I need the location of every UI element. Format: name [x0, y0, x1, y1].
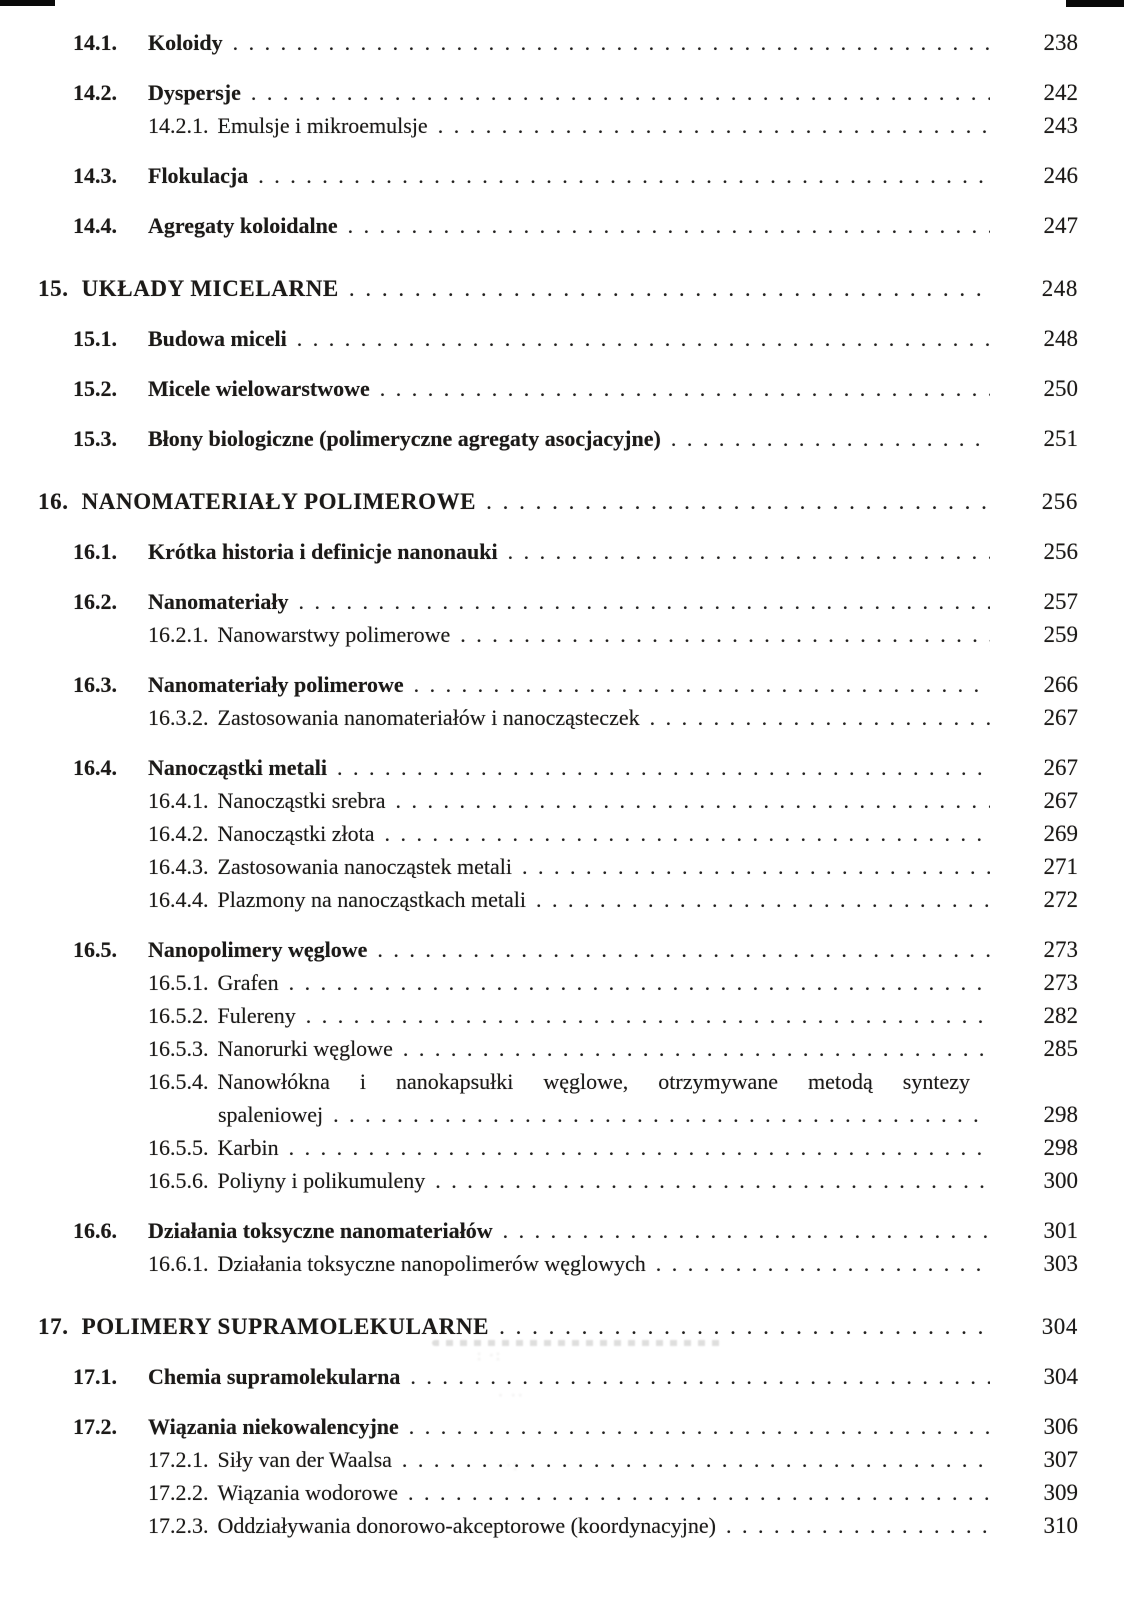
- dot-leader: [499, 1310, 990, 1343]
- toc-entry-page: 271: [1043, 854, 1078, 879]
- dot-leader: [395, 784, 990, 817]
- toc-entry-title-continuation: spaleniowej: [218, 1102, 324, 1127]
- toc-entry-page: 298: [1043, 1102, 1078, 1127]
- toc-entry-number: 16.5.1.: [148, 970, 209, 995]
- toc-entry-number: 16.4.: [73, 755, 117, 780]
- dot-leader: [348, 209, 990, 242]
- toc-entry: [0, 751, 1078, 784]
- toc-entry: [0, 1065, 1078, 1098]
- toc-entry-number: 17.2.2.: [148, 1480, 209, 1505]
- toc-entry-title: Nanomateriały polimerowe: [148, 672, 404, 697]
- toc-entry-title: Nanocząstki srebra: [217, 788, 386, 813]
- toc-entry-number: 16.4.3.: [148, 854, 209, 879]
- toc-entry-number: 14.2.1.: [148, 113, 209, 138]
- toc-entry-number: 17.2.1.: [148, 1447, 209, 1472]
- toc-entry: [0, 1032, 1078, 1065]
- toc-entry: [0, 1214, 1078, 1247]
- dot-leader: [410, 1360, 990, 1393]
- toc-entry-title: Siły van der Waalsa: [217, 1447, 392, 1472]
- toc-entry-page: 246: [1043, 163, 1078, 188]
- toc-entry-number: 14.2.: [73, 80, 117, 105]
- dot-leader: [522, 850, 990, 883]
- toc-entry-number: 16.1.: [73, 539, 117, 564]
- toc-entry-number: 15.: [38, 276, 69, 301]
- dot-leader: [306, 999, 990, 1032]
- toc-entry: [0, 1509, 1078, 1542]
- toc-entry-title: Poliyny i polikumuleny: [217, 1168, 426, 1193]
- toc-entry-title: Emulsje i mikroemulsje: [217, 113, 428, 138]
- toc-entry: [0, 76, 1078, 109]
- toc-entry-page: 248: [1043, 326, 1078, 351]
- toc-entry-number: 17.1.: [73, 1364, 117, 1389]
- toc-entry-page: 251: [1043, 426, 1078, 451]
- toc-entry: [0, 817, 1078, 850]
- toc-entry-title: Błony biologiczne (polimeryczne agregaty asocjacyjne): [148, 426, 661, 451]
- toc-entry-page: 266: [1043, 672, 1078, 697]
- toc-entry-page: 267: [1043, 705, 1078, 730]
- dot-leader: [726, 1509, 990, 1542]
- dot-leader: [508, 535, 990, 568]
- toc-entry-number: 16.2.1.: [148, 622, 209, 647]
- scan-smudge: : ·:: [477, 1348, 503, 1364]
- toc-entry-page: 256: [1041, 489, 1078, 514]
- toc-entry-title: Koloidy: [148, 30, 223, 55]
- toc-entry-title: UKŁADY MICELARNE: [81, 276, 339, 301]
- toc-entry: [0, 883, 1078, 916]
- toc-entry-page: 267: [1043, 788, 1078, 813]
- toc-entry-title: Wiązania niekowalencyjne: [148, 1414, 399, 1439]
- toc-entry: [0, 1310, 1078, 1343]
- toc-entry-title: Nanowarstwy polimerowe: [217, 622, 451, 647]
- toc-entry-number: 16.6.: [73, 1218, 117, 1243]
- toc-entry-page: 309: [1043, 1480, 1078, 1505]
- toc-entry-number: 14.4.: [73, 213, 117, 238]
- toc-entry-title: Działania toksyczne nanomateriałów: [148, 1218, 493, 1243]
- dot-leader: [409, 1410, 990, 1443]
- toc-entry-title: Micele wielowarstwowe: [148, 376, 370, 401]
- toc-entry-page: 282: [1043, 1003, 1078, 1028]
- toc-entry: [0, 966, 1078, 999]
- dot-leader: [233, 26, 990, 59]
- dot-leader: [337, 751, 990, 784]
- toc-entry-page: 257: [1043, 589, 1078, 614]
- toc-entry-title: Fulereny: [217, 1003, 296, 1028]
- dot-leader: [435, 1164, 990, 1197]
- toc-entry-title: Flokulacja: [148, 163, 249, 188]
- toc-entry-title: Agregaty koloidalne: [148, 213, 338, 238]
- dot-leader: [333, 1098, 990, 1131]
- scan-smudge: · ··: [498, 1388, 525, 1404]
- toc-entry: [0, 1443, 1078, 1476]
- dot-leader: [414, 668, 990, 701]
- toc-entry-number: 17.2.3.: [148, 1513, 209, 1538]
- toc-entry-title: Grafen: [217, 970, 279, 995]
- toc-entry: [0, 1247, 1078, 1280]
- dot-leader: [349, 272, 990, 305]
- toc-entry-page: 273: [1043, 937, 1078, 962]
- dot-leader: [297, 322, 990, 355]
- toc-entry: [0, 1131, 1078, 1164]
- toc-entry-number: 16.5.2.: [148, 1003, 209, 1028]
- toc-entry-page: 272: [1043, 887, 1078, 912]
- toc-entry-number: 16.2.: [73, 589, 117, 614]
- toc-entry: [0, 585, 1078, 618]
- dot-leader: [650, 701, 990, 734]
- toc-entry-number: 16.4.2.: [148, 821, 209, 846]
- toc-entry-page: 304: [1043, 1364, 1078, 1389]
- toc-entry-number: 16.: [38, 489, 69, 514]
- toc-entry-number: 15.2.: [73, 376, 117, 401]
- toc-entry-page: 285: [1043, 1036, 1078, 1061]
- toc-entry: [0, 1360, 1078, 1393]
- toc-entry-title: Dyspersje: [148, 80, 241, 105]
- toc-entry-page: 256: [1043, 539, 1078, 564]
- toc-entry: [0, 535, 1078, 568]
- toc-entry-title: Nanowłókna i nanokapsułki węglowe, otrzymywane metodą syntezy: [217, 1069, 970, 1094]
- toc-entry-continuation: [0, 1098, 1078, 1131]
- toc-entry-title: Karbin: [217, 1135, 279, 1160]
- toc-entry-title: Zastosowania nanocząstek metali: [217, 854, 512, 879]
- dot-leader: [656, 1247, 990, 1280]
- toc-entry-title: NANOMATERIAŁY POLIMEROWE: [81, 489, 477, 514]
- toc-entry: [0, 933, 1078, 966]
- toc-entry: [0, 784, 1078, 817]
- toc-entry-page: 304: [1041, 1314, 1078, 1339]
- toc-entry-title: Plazmony na nanocząstkach metali: [217, 887, 526, 912]
- toc-entry-page: 310: [1043, 1513, 1078, 1538]
- toc-entry-page: 300: [1043, 1168, 1078, 1193]
- toc-entry-page: 250: [1043, 376, 1078, 401]
- dot-leader: [503, 1214, 990, 1247]
- toc-entry-page: 259: [1043, 622, 1078, 647]
- toc-entry: [0, 322, 1078, 355]
- toc-entry-title: Oddziaływania donorowo-akceptorowe (koordynacyjne): [217, 1513, 716, 1538]
- toc-entry: [0, 1410, 1078, 1443]
- toc-entry-number: 14.1.: [73, 30, 117, 55]
- toc-entry-page: 298: [1043, 1135, 1078, 1160]
- toc-entry: [0, 272, 1078, 305]
- toc-entry-number: 16.4.1.: [148, 788, 209, 813]
- toc-entry-title: Wiązania wodorowe: [217, 1480, 399, 1505]
- toc-entry: [0, 1476, 1078, 1509]
- toc-entry-number: 16.5.3.: [148, 1036, 209, 1061]
- toc-entry-page: 242: [1043, 80, 1078, 105]
- dot-leader: [402, 1443, 990, 1476]
- toc-entry-title: Krótka historia i definicje nanonauki: [148, 539, 498, 564]
- toc-entry-title: Nanorurki węglowe: [217, 1036, 393, 1061]
- toc-entry-page: 303: [1043, 1251, 1078, 1276]
- toc-entry-title: Nanocząstki metali: [148, 755, 328, 780]
- dot-leader: [377, 933, 990, 966]
- toc-entry-page: 247: [1043, 213, 1078, 238]
- toc-entry-title: Budowa miceli: [148, 326, 287, 351]
- dot-leader: [408, 1476, 990, 1509]
- toc-entry: [0, 372, 1078, 405]
- dot-leader: [460, 618, 990, 651]
- toc-entry-number: 14.3.: [73, 163, 117, 188]
- dot-leader: [299, 585, 990, 618]
- toc-entry-page: 269: [1043, 821, 1078, 846]
- toc-entry-page: 267: [1043, 755, 1078, 780]
- scan-artifact-top-right: [1066, 0, 1124, 7]
- toc-entry: [0, 618, 1078, 651]
- toc-entry-number: 16.4.4.: [148, 887, 209, 912]
- dot-leader: [251, 76, 990, 109]
- toc-entry: [0, 999, 1078, 1032]
- dot-leader: [438, 109, 990, 142]
- toc-entry-number: 16.6.1.: [148, 1251, 209, 1276]
- toc-entry-title: Nanocząstki złota: [217, 821, 375, 846]
- toc-entry-title: Nanomateriały: [148, 589, 289, 614]
- toc-entry: [0, 668, 1078, 701]
- toc-entry-title: Nanopolimery węglowe: [148, 937, 368, 962]
- toc-entry-number: 15.1.: [73, 326, 117, 351]
- dot-leader: [671, 422, 990, 455]
- scan-artifact-top-left: [0, 0, 55, 6]
- dot-leader: [258, 159, 990, 192]
- toc-entry: [0, 701, 1078, 734]
- toc-entry: [0, 209, 1078, 242]
- scan-smudge: ·:: [506, 1458, 520, 1474]
- toc-entry: [0, 422, 1078, 455]
- toc-entry: [0, 850, 1078, 883]
- dot-leader: [380, 372, 990, 405]
- dot-leader: [403, 1032, 990, 1065]
- toc-entry-page: 306: [1043, 1414, 1078, 1439]
- toc-entry-title: POLIMERY SUPRAMOLEKULARNE: [81, 1314, 490, 1339]
- dot-leader: [385, 817, 991, 850]
- toc-entry-page: 307: [1043, 1447, 1078, 1472]
- toc-entry-number: 16.5.6.: [148, 1168, 209, 1193]
- dot-leader: [486, 485, 990, 518]
- toc-entry-number: 16.5.4.: [148, 1069, 209, 1094]
- toc-entry-number: 16.3.: [73, 672, 117, 697]
- toc-entry-number: 17.: [38, 1314, 69, 1339]
- toc-entry: [0, 26, 1078, 59]
- toc-entry-page: 243: [1043, 113, 1078, 138]
- dot-leader: [536, 883, 990, 916]
- toc-entry-title: Działania toksyczne nanopolimerów węglowych: [217, 1251, 646, 1276]
- toc-entry: [0, 109, 1078, 142]
- dot-leader: [289, 1131, 990, 1164]
- toc-entry-number: 15.3.: [73, 426, 117, 451]
- toc-entry-title: Zastosowania nanomateriałów i nanocząsteczek: [217, 705, 640, 730]
- toc-entry-number: 16.3.2.: [148, 705, 209, 730]
- table-of-contents: [0, 26, 1078, 1542]
- dot-leader: [289, 966, 990, 999]
- toc-entry-page: 238: [1043, 30, 1078, 55]
- toc-entry-page: 301: [1043, 1218, 1078, 1243]
- toc-entry-page: 248: [1041, 276, 1078, 301]
- toc-entry-number: 16.5.: [73, 937, 117, 962]
- toc-entry: [0, 485, 1078, 518]
- toc-entry-page: 273: [1043, 970, 1078, 995]
- toc-entry-number: 16.5.5.: [148, 1135, 209, 1160]
- toc-entry-title: Chemia supramolekularna: [148, 1364, 401, 1389]
- toc-entry: [0, 159, 1078, 192]
- toc-entry: [0, 1164, 1078, 1197]
- toc-entry-number: 17.2.: [73, 1414, 117, 1439]
